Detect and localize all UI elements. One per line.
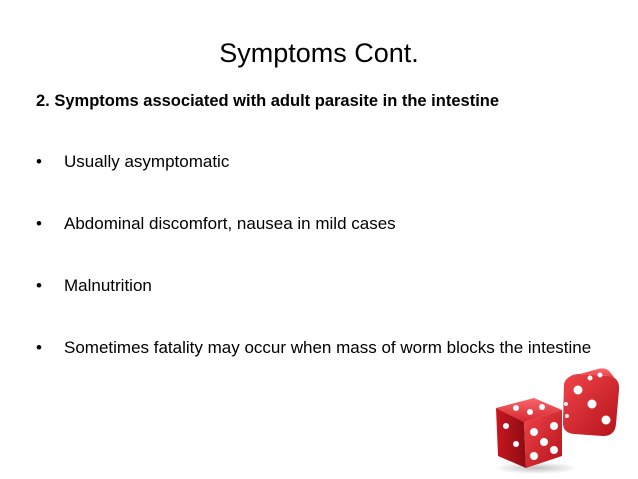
bullet-item	[36, 150, 606, 174]
bullet-icon: •	[36, 276, 42, 295]
bullet-list	[36, 150, 606, 398]
die-front	[496, 398, 562, 468]
bullet-icon: •	[36, 214, 42, 233]
bullet-icon: •	[36, 338, 42, 357]
bullet-item	[36, 336, 606, 360]
bullet-item	[36, 274, 606, 298]
bullet-item	[36, 212, 606, 236]
slide-subheading: 2. Symptoms associated with adult parasite in the intestine	[36, 92, 500, 110]
bullet-icon: •	[36, 152, 42, 171]
dice-icon	[486, 364, 626, 476]
die-back	[563, 368, 619, 436]
bullet-text: Malnutrition	[64, 276, 152, 295]
bullet-text: Sometimes fatality may occur when mass of worm blocks the intestine	[64, 338, 592, 357]
slide-title: Symptoms Cont.	[219, 38, 419, 68]
bullet-text: Abdominal discomfort, nausea in mild cases	[64, 214, 396, 233]
bullet-text: Usually asymptomatic	[64, 152, 230, 171]
